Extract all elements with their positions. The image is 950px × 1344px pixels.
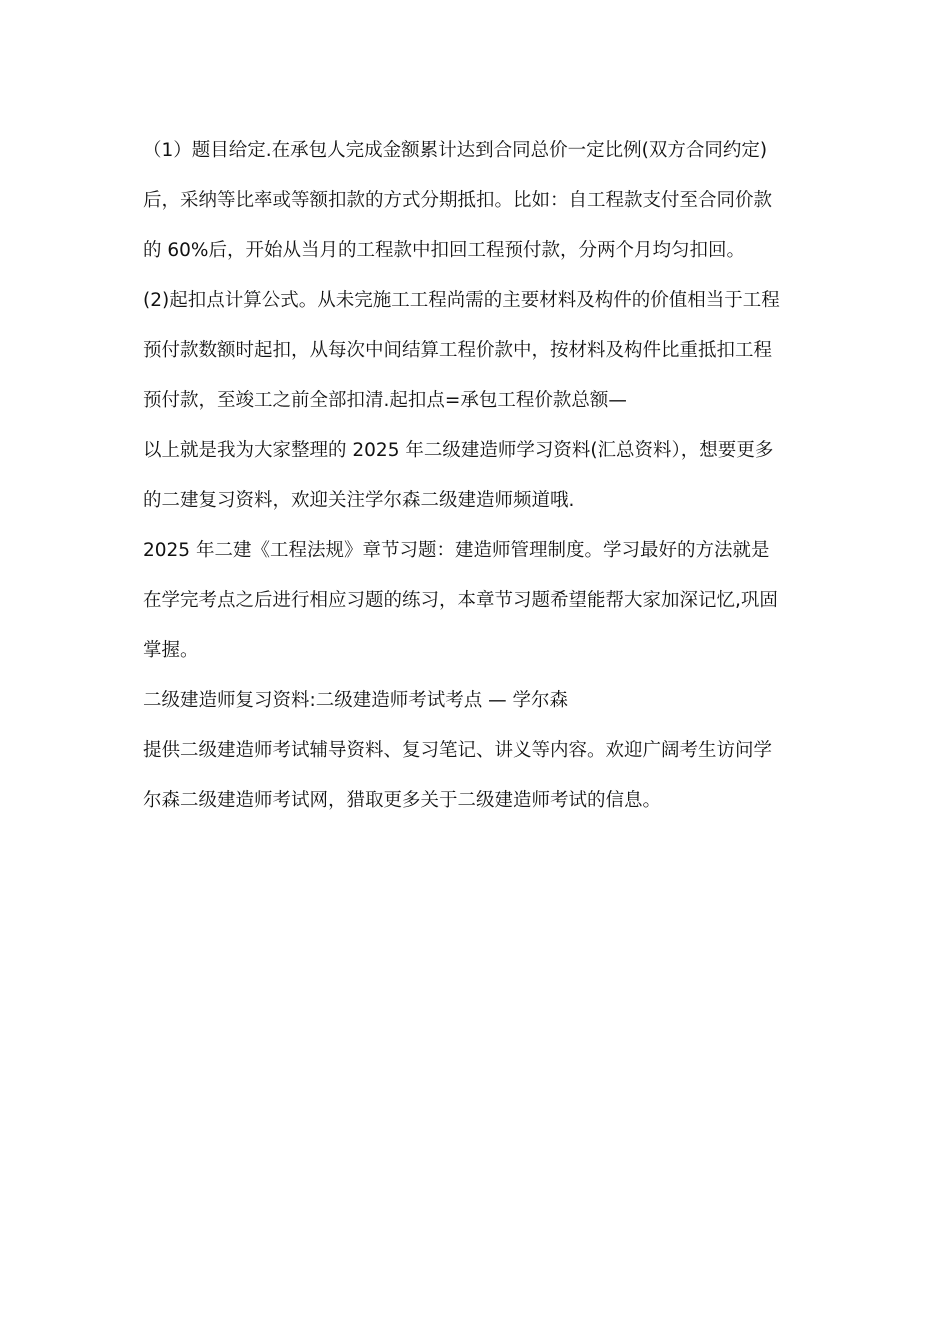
text-line-4: (2)起扣点计算公式。从未完施工工程尚需的主要材料及构件的价值相当于工程 <box>143 290 780 311</box>
text-line-12: 二级建造师复习资料:二级建造师考试考点 — 学尔森 <box>143 690 568 711</box>
document-body <box>143 134 809 834</box>
text-line-14: 尔森二级建造师考试网，猎取更多关于二级建造师考试的信息。 <box>143 790 662 811</box>
text-line-3: 的 60%后，开始从当月的工程款中扣回工程预付款，分两个月均匀扣回。 <box>143 240 746 261</box>
text-line-7: 以上就是我为大家整理的 2025 年二级建造师学习资料(汇总资料），想要更多 <box>143 440 774 461</box>
text-line-6: 预付款，至竣工之前全部扣清.起扣点=承包工程价款总额— <box>143 390 627 411</box>
text-line-2: 后，采纳等比率或等额扣款的方式分期抵扣。比如：自工程款支付至合同价款 <box>143 190 773 211</box>
text-line-8: 的二建复习资料，欢迎关注学尔森二级建造师频道哦. <box>143 490 575 511</box>
text-line-10: 在学完考点之后进行相应习题的练习，本章节习题希望能帮大家加深记忆,巩固 <box>143 590 778 611</box>
text-line-9: 2025 年二建《工程法规》章节习题：建造师管理制度。学习最好的方法就是 <box>143 540 770 561</box>
text-line-5: 预付款数额时起扣，从每次中间结算工程价款中，按材料及构件比重抵扣工程 <box>143 340 773 361</box>
text-line-11: 掌握。 <box>143 640 199 661</box>
text-line-1: （1）题目给定.在承包人完成金额累计达到合同总价一定比例(双方合同约定) <box>143 140 768 161</box>
text-line-13: 提供二级建造师考试辅导资料、复习笔记、讲义等内容。欢迎广阔考生访问学 <box>143 740 773 761</box>
